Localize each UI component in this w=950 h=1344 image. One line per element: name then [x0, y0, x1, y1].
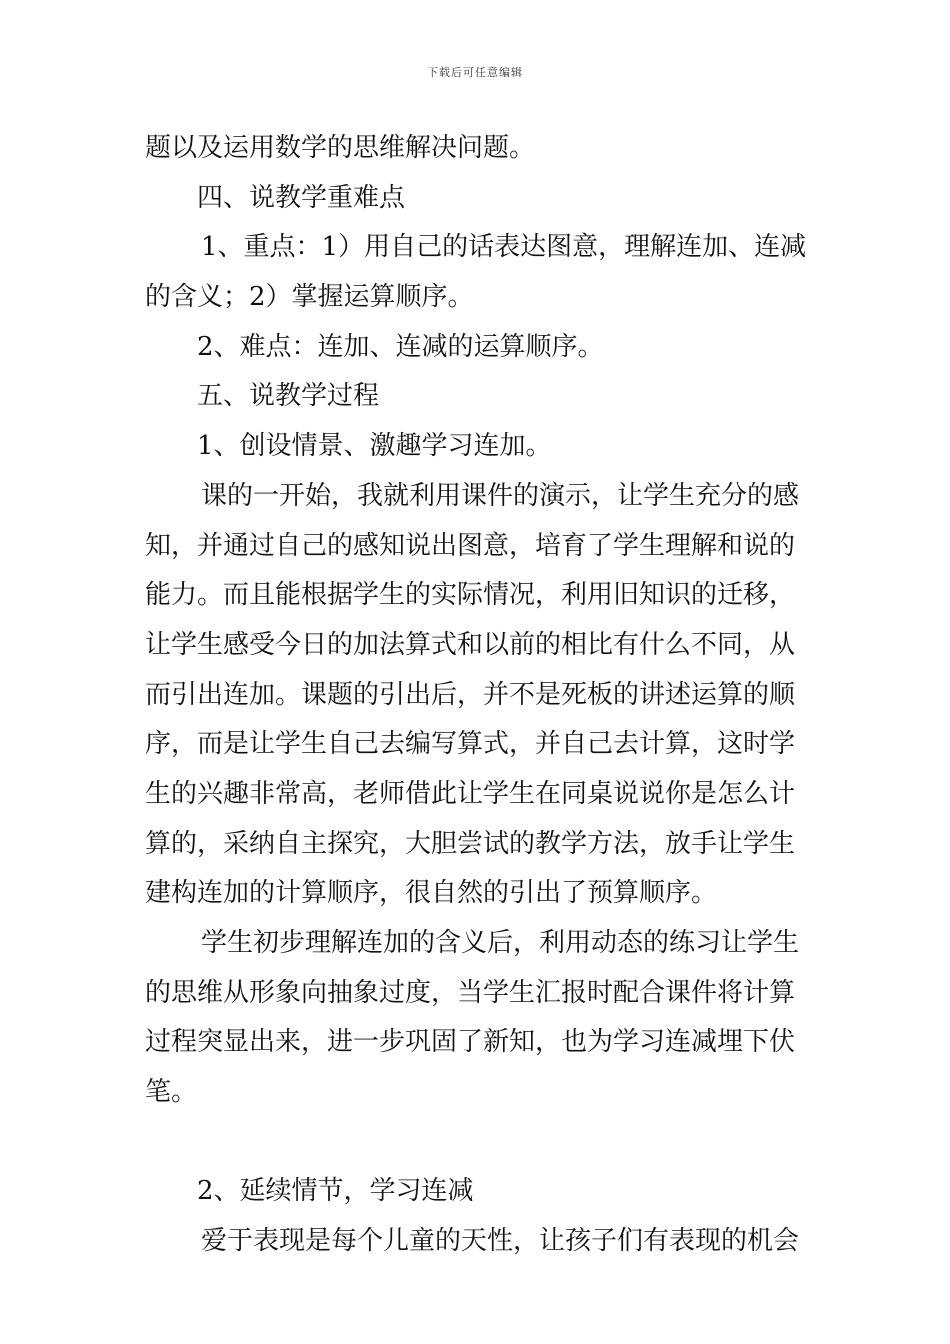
subsection-heading: 1、创设情景、激趣学习连加。 — [197, 431, 552, 462]
blank-line — [145, 1118, 810, 1168]
section-heading: 四、说教学重难点 — [197, 182, 406, 213]
text-line: 1、重点：1）用自己的话表达图意，理解连加、连减 — [201, 232, 807, 263]
text-line: 笔。 — [145, 1077, 198, 1108]
text-line: 建构连加的计算顺序，很自然的引出了预算顺序。 — [145, 878, 718, 909]
subsection-heading: 2、延续情节，学习连减 — [197, 1176, 474, 1207]
text-line: 序，而是让学生自己去编写算式，并自己去计算，这时学 — [145, 729, 796, 760]
page-header: 下载后可任意编辑 — [427, 66, 523, 79]
text-line: 2、难点：连加、连减的运算顺序。 — [197, 331, 604, 362]
text-line: 课的一开始，我就利用课件的演示，让学生充分的感 — [201, 480, 800, 511]
section-heading: 五、说教学过程 — [197, 381, 380, 412]
text-line: 爱于表现是每个儿童的天性，让孩子们有表现的机会 — [201, 1226, 800, 1257]
text-line: 题以及运用数学的思维解决问题。 — [145, 133, 536, 163]
text-line: 过程突显出来，进一步巩固了新知，也为学习连减埋下伏 — [145, 1027, 796, 1058]
text-line: 而引出连加。课题的引出后，并不是死板的讲述运算的顺 — [145, 679, 796, 710]
document-body — [145, 124, 810, 1267]
text-line: 知，并通过自己的感知说出图意，培育了学生理解和说的 — [145, 530, 796, 561]
text-line: 学生初步理解连加的含义后，利用动态的练习让学生 — [201, 928, 800, 958]
text-line: 算的，采纳自主探究，大胆尝试的教学方法，放手让学生 — [145, 828, 796, 859]
text-line: 的含义；2）掌握运算顺序。 — [145, 282, 474, 313]
text-line: 能力。而且能根据学生的实际情况，利用旧知识的迁移， — [145, 580, 796, 611]
text-line: 生的兴趣非常高，老师借此让学生在同桌说说你是怎么计 — [145, 778, 796, 809]
text-line: 的思维从形象向抽象过度，当学生汇报时配合课件将计算 — [145, 977, 796, 1008]
text-line: 让学生感受今日的加法算式和以前的相比有什么不同，从 — [145, 629, 796, 660]
